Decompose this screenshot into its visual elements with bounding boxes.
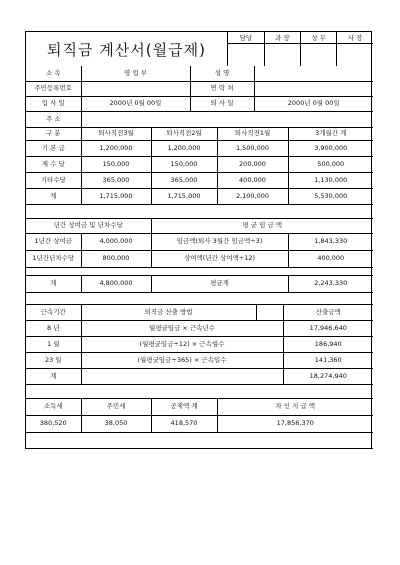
salary-cell[interactable]: 1,200,000 (81, 140, 151, 156)
address-label: 주 소 (26, 111, 81, 127)
spacer-row (26, 292, 373, 304)
payment-header: 소득세 (26, 398, 81, 415)
bonus-cell: 상여액(년간 상여액÷12) (151, 250, 288, 267)
leave-date-value[interactable]: 2000년 0월 00일 (254, 96, 373, 111)
spacer-row (26, 204, 373, 218)
table-row (26, 188, 373, 204)
leave-date-label: 퇴 사 일 (190, 96, 254, 111)
dept-value[interactable]: 영 업 부 (81, 66, 190, 81)
salary-cell: 기 본 급 (26, 140, 81, 156)
bonus-cell: 4,800,000 (81, 275, 151, 292)
dept-label: 소 속 (26, 66, 81, 81)
bonus-table (26, 218, 373, 305)
salary-cell[interactable]: 365,000 (151, 172, 217, 188)
payment-header: 공제액 계 (151, 398, 217, 415)
salary-cell[interactable]: 1,500,000 (217, 140, 288, 156)
severance-cell: (월평균임금÷365) × 근속일수 (81, 352, 283, 368)
approval-header-president: 사 장 (337, 32, 373, 44)
salary-cell[interactable]: 150,000 (81, 156, 151, 172)
severance-header-blank (256, 304, 283, 320)
bonus-cell: 임금액(퇴사 3월간 임금액÷3) (151, 233, 288, 250)
salary-cell: 500,000 (288, 156, 373, 172)
severance-header: 산출금액 (283, 304, 373, 320)
salary-cell: 1,130,000 (288, 172, 373, 188)
bonus-cell[interactable]: 800,000 (81, 250, 151, 267)
bonus-cell: 계 (26, 275, 81, 292)
salary-cell: 3,900,000 (288, 140, 373, 156)
bonus-cell[interactable]: 4,000,000 (81, 233, 151, 250)
bonus-cell: 평균계 (151, 275, 288, 292)
bonus-cell: 1년간년차수당 (26, 250, 81, 267)
approval-header-manager: 과 장 (264, 32, 300, 44)
net-payment-value: 17,856,370 (217, 415, 373, 432)
severance-cell: 월평균임금 × 근속년수 (81, 320, 283, 336)
salary-cell[interactable]: 1,200,000 (151, 140, 217, 156)
salary-header: 퇴사직전2월 (151, 127, 217, 140)
severance-cell: (월평균임금÷12) × 근속월수 (81, 336, 283, 352)
table-row (26, 336, 373, 352)
spacer-row (26, 384, 373, 398)
salary-table (26, 127, 373, 219)
salary-cell: 계 (26, 188, 81, 204)
income-tax-value: 380,520 (26, 415, 81, 432)
severance-cell: 18,274,940 (283, 368, 373, 384)
severance-cell: 17,946,640 (283, 320, 373, 336)
approval-box (228, 32, 373, 66)
bonus-cell: 1년간 상여금 (26, 233, 81, 250)
salary-cell: 5,530,000 (288, 188, 373, 204)
resident-tax-value: 38,050 (81, 415, 151, 432)
severance-sheet (25, 31, 372, 449)
rrn-label: 주민등록번호 (26, 81, 81, 96)
average-wage-header: 평 균 임 금 액 (151, 218, 373, 233)
page-title: 퇴직금 계산서(월급제) (26, 32, 228, 66)
salary-cell[interactable]: 200,000 (217, 156, 288, 172)
salary-header: 퇴사직전3월 (81, 127, 151, 140)
approval-header-director: 상 무 (301, 32, 337, 44)
spacer-row (26, 432, 373, 448)
severance-header: 퇴직금 산출 방법 (81, 304, 256, 320)
deduction-total-value: 418,570 (151, 415, 217, 432)
approval-sign-manager[interactable] (264, 44, 300, 67)
salary-cell[interactable]: 150,000 (151, 156, 217, 172)
salary-cell: 기타수당 (26, 172, 81, 188)
bonus-cell: 1,843,330 (288, 233, 373, 250)
severance-cell: 141,360 (283, 352, 373, 368)
spacer-row (26, 267, 373, 275)
bonus-cell: 400,000 (288, 250, 373, 267)
table-row (26, 250, 373, 267)
table-row (26, 233, 373, 250)
approval-sign-staff[interactable] (228, 44, 264, 67)
phone-label: 연 락 처 (190, 81, 254, 96)
join-date-label: 입 사 일 (26, 96, 81, 111)
salary-cell[interactable]: 365,000 (81, 172, 151, 188)
severance-cell: 186,940 (283, 336, 373, 352)
severance-cell: 계 (26, 368, 81, 384)
salary-header: 3개월간 계 (288, 127, 373, 140)
salary-cell: 1,715,000 (151, 188, 217, 204)
salary-header: 퇴사직전1월 (217, 127, 288, 140)
approval-header-staff: 담당 (228, 32, 264, 44)
salary-cell: 제 수 당 (26, 156, 81, 172)
table-row (26, 320, 373, 336)
payment-header: 차 인 지 급 액 (217, 398, 373, 415)
severance-cell[interactable]: 1 월 (26, 336, 81, 352)
name-label: 성 명 (190, 66, 254, 81)
join-date-value[interactable]: 2000년 0월 00일 (81, 96, 190, 111)
address-value[interactable] (81, 111, 373, 127)
rrn-value[interactable] (81, 81, 190, 96)
info-table (26, 66, 373, 128)
table-row (26, 156, 373, 172)
payment-table (26, 398, 373, 449)
table-row (26, 172, 373, 188)
bonus-header: 년간 상여금 및 년차수당 (26, 218, 151, 233)
table-row (26, 415, 373, 432)
name-value[interactable] (254, 66, 373, 81)
table-row (26, 140, 373, 156)
payment-header: 주민세 (81, 398, 151, 415)
severance-table (26, 304, 373, 399)
table-row (26, 275, 373, 292)
salary-cell[interactable]: 400,000 (217, 172, 288, 188)
severance-header: 근속기간 (26, 304, 81, 320)
approval-sign-director[interactable] (301, 44, 337, 67)
salary-header: 구 분 (26, 127, 81, 140)
severance-cell[interactable]: 8 년 (26, 320, 81, 336)
bonus-cell: 2,243,330 (288, 275, 373, 292)
salary-cell: 2,100,000 (217, 188, 288, 204)
phone-value[interactable] (254, 81, 373, 96)
table-row (26, 368, 373, 384)
severance-cell[interactable]: 23 일 (26, 352, 81, 368)
salary-cell: 1,715,000 (81, 188, 151, 204)
table-row (26, 352, 373, 368)
approval-sign-president[interactable] (337, 44, 373, 67)
severance-cell (81, 368, 283, 384)
